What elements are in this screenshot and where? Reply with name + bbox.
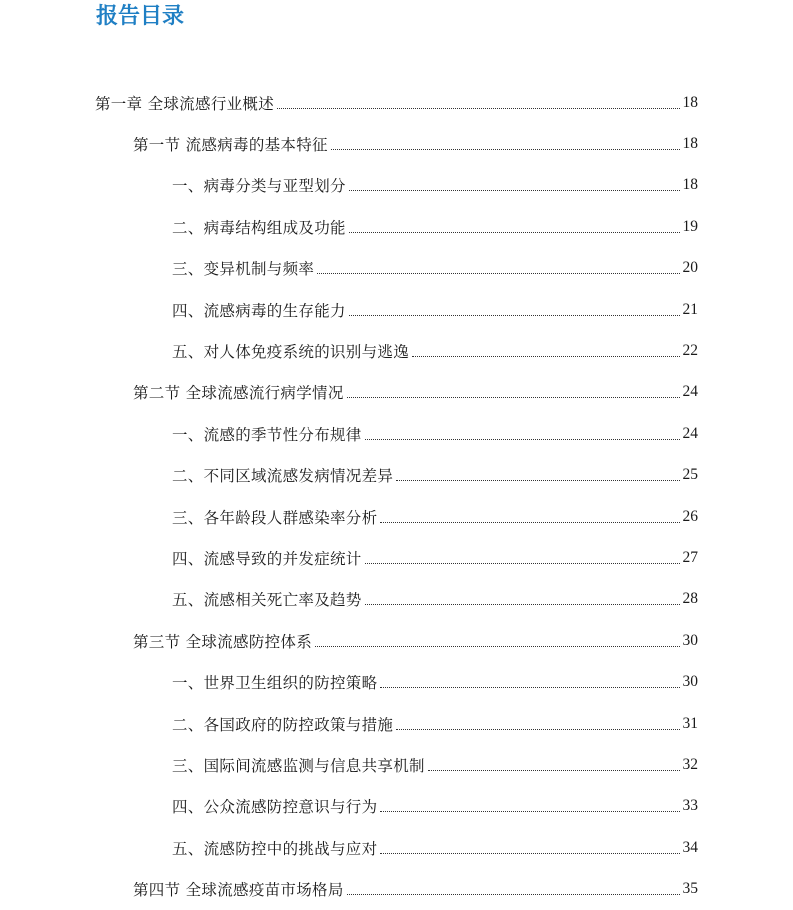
toc-section-entry[interactable] bbox=[0, 123, 793, 164]
toc-subsection-entry[interactable] bbox=[0, 744, 793, 785]
dot-leader bbox=[380, 686, 679, 688]
dot-leader bbox=[277, 107, 679, 109]
toc-subsection-entry[interactable] bbox=[0, 827, 793, 868]
dot-leader bbox=[380, 852, 679, 854]
dot-leader bbox=[317, 272, 679, 274]
toc-entry-page-number: 18 bbox=[682, 135, 698, 153]
toc-entry-page-number: 24 bbox=[682, 424, 698, 442]
dot-leader bbox=[349, 189, 680, 191]
toc-entry-label: 四、流感病毒的生存能力 bbox=[172, 301, 346, 320]
toc-entry-page-number: 18 bbox=[682, 93, 698, 111]
dot-leader bbox=[380, 810, 679, 812]
toc-section-entry[interactable] bbox=[0, 620, 793, 661]
toc-entry-label: 一、世界卫生组织的防控策略 bbox=[172, 674, 378, 693]
toc-subsection-entry[interactable] bbox=[0, 496, 793, 537]
dot-leader bbox=[331, 148, 680, 150]
toc-entry-page-number: 31 bbox=[682, 714, 698, 732]
dot-leader bbox=[365, 603, 680, 605]
dot-leader bbox=[347, 893, 680, 895]
toc-entry-page-number: 28 bbox=[682, 590, 698, 608]
toc-entry-label: 第一节 流感病毒的基本特征 bbox=[133, 136, 328, 155]
toc-entry-page-number: 24 bbox=[682, 383, 698, 401]
toc-subsection-entry[interactable] bbox=[0, 165, 793, 206]
toc-entry-page-number: 26 bbox=[682, 507, 698, 525]
toc-entry-page-number: 22 bbox=[682, 342, 698, 360]
dot-leader bbox=[396, 479, 679, 481]
toc-subsection-entry[interactable] bbox=[0, 206, 793, 247]
toc-entry-page-number: 25 bbox=[682, 466, 698, 484]
toc-entry-label: 四、公众流感防控意识与行为 bbox=[172, 798, 378, 817]
toc-entry-label: 二、病毒结构组成及功能 bbox=[172, 218, 346, 237]
toc-subsection-entry[interactable] bbox=[0, 786, 793, 827]
toc-entry-label: 二、不同区域流感发病情况差异 bbox=[172, 467, 394, 486]
page-title: 报告目录 bbox=[96, 4, 185, 29]
dot-leader bbox=[315, 645, 679, 647]
toc-section-entry[interactable] bbox=[0, 868, 793, 909]
table-of-contents bbox=[0, 82, 793, 910]
toc-entry-page-number: 21 bbox=[682, 300, 698, 318]
toc-entry-page-number: 18 bbox=[682, 176, 698, 194]
toc-subsection-entry[interactable] bbox=[0, 661, 793, 702]
toc-section-entry[interactable] bbox=[0, 372, 793, 413]
toc-entry-label: 第二节 全球流感流行病学情况 bbox=[133, 384, 344, 403]
toc-entry-label: 三、国际间流感监测与信息共享机制 bbox=[172, 756, 425, 775]
dot-leader bbox=[412, 355, 679, 357]
dot-leader bbox=[349, 231, 680, 233]
toc-subsection-entry[interactable] bbox=[0, 703, 793, 744]
toc-entry-page-number: 27 bbox=[682, 548, 698, 566]
toc-entry-label: 第四节 全球流感疫苗市场格局 bbox=[133, 881, 344, 900]
toc-entry-page-number: 34 bbox=[682, 838, 698, 856]
dot-leader bbox=[380, 521, 679, 523]
toc-subsection-entry[interactable] bbox=[0, 330, 793, 371]
dot-leader bbox=[365, 438, 680, 440]
dot-leader bbox=[428, 769, 680, 771]
toc-entry-page-number: 30 bbox=[682, 631, 698, 649]
toc-entry-page-number: 19 bbox=[682, 217, 698, 235]
toc-entry-page-number: 33 bbox=[682, 797, 698, 815]
toc-entry-page-number: 35 bbox=[682, 880, 698, 898]
toc-entry-label: 第一章 全球流感行业概述 bbox=[95, 94, 275, 113]
dot-leader bbox=[347, 396, 680, 398]
toc-subsection-entry[interactable] bbox=[0, 537, 793, 578]
toc-chapter-entry[interactable] bbox=[0, 82, 793, 123]
toc-entry-label: 二、各国政府的防控政策与措施 bbox=[172, 715, 394, 734]
toc-subsection-entry[interactable] bbox=[0, 579, 793, 620]
dot-leader bbox=[349, 314, 680, 316]
toc-entry-page-number: 32 bbox=[682, 755, 698, 773]
dot-leader bbox=[365, 562, 680, 564]
toc-entry-label: 五、流感防控中的挑战与应对 bbox=[172, 839, 378, 858]
toc-entry-label: 五、对人体免疫系统的识别与逃逸 bbox=[172, 343, 410, 362]
toc-entry-label: 一、流感的季节性分布规律 bbox=[172, 425, 362, 444]
toc-entry-label: 三、各年龄段人群感染率分析 bbox=[172, 508, 378, 527]
toc-entry-label: 三、变异机制与频率 bbox=[172, 260, 315, 279]
toc-subsection-entry[interactable] bbox=[0, 455, 793, 496]
toc-entry-label: 四、流感导致的并发症统计 bbox=[172, 549, 362, 568]
toc-entry-label: 第三节 全球流感防控体系 bbox=[133, 632, 313, 651]
toc-entry-page-number: 30 bbox=[682, 673, 698, 691]
toc-entry-label: 五、流感相关死亡率及趋势 bbox=[172, 591, 362, 610]
dot-leader bbox=[396, 728, 679, 730]
toc-entry-page-number: 20 bbox=[682, 259, 698, 277]
toc-subsection-entry[interactable] bbox=[0, 289, 793, 330]
toc-entry-label: 一、病毒分类与亚型划分 bbox=[172, 177, 346, 196]
toc-subsection-entry[interactable] bbox=[0, 413, 793, 454]
toc-subsection-entry[interactable] bbox=[0, 248, 793, 289]
